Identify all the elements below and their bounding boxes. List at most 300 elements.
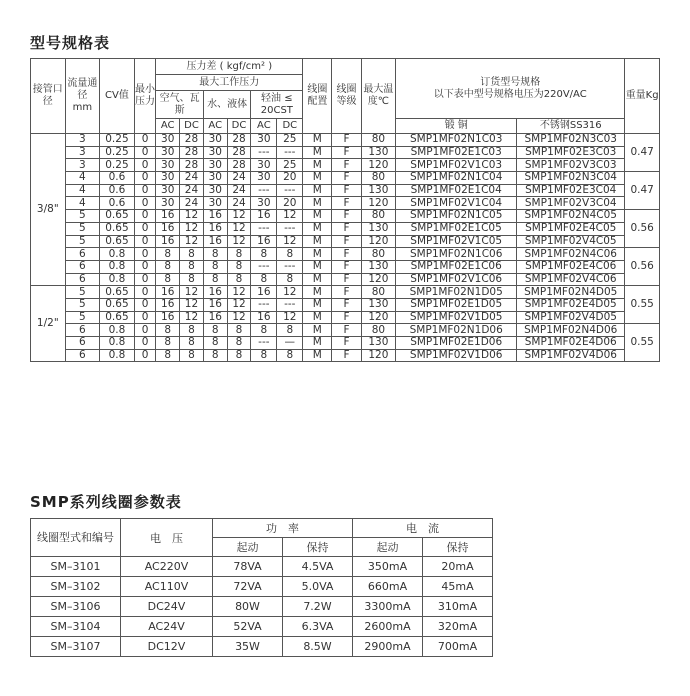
spec-cell: 16 (156, 222, 180, 235)
spec-cell: 6 (65, 260, 100, 273)
spec-cell: SMP1MF02V3C03 (517, 159, 625, 172)
power-hold-header: 保持 (283, 538, 353, 557)
coil-cell: 72VA (213, 577, 283, 597)
stainless-header: 不锈钢SS316 (517, 119, 625, 134)
order-model-header: 订货型号规格 以下表中型号规格电压为220V/AC (396, 59, 625, 119)
spec-cell: 8 (203, 324, 227, 337)
spec-cell: SMP1MF02N4C05 (517, 210, 625, 223)
spec-cell: 0.8 (100, 349, 135, 362)
spec-cell: 8 (227, 260, 251, 273)
spec-cell: 0 (134, 286, 156, 299)
spec-cell: 8 (180, 337, 204, 350)
spec-cell: M (303, 197, 332, 210)
spec-cell: 130 (361, 337, 396, 350)
coil-cell: SM–3107 (31, 637, 121, 657)
light-oil-header: 轻油 ≤ 20CST (251, 91, 303, 119)
spec-cell: 16 (203, 235, 227, 248)
weight-cell: 0.55 (625, 286, 660, 324)
table-row (31, 311, 660, 324)
table-row (31, 197, 660, 210)
spec-cell: SMP1MF02V4C06 (517, 273, 625, 286)
spec-cell: SMP1MF02V1C03 (396, 159, 517, 172)
spec-cell: 16 (156, 210, 180, 223)
coil-cell: 320mA (423, 617, 493, 637)
table-row (31, 235, 660, 248)
spec-cell: 5 (65, 235, 100, 248)
spec-cell: 8 (180, 273, 204, 286)
coil-cell: 8.5W (283, 637, 353, 657)
spec-cell: 6 (65, 349, 100, 362)
table-row (31, 273, 660, 286)
spec-cell: F (332, 146, 361, 159)
spec-cell: 0.6 (100, 172, 135, 185)
spec-cell: SMP1MF02N1C04 (396, 172, 517, 185)
spec-cell: SMP1MF02V1C05 (396, 235, 517, 248)
spec-cell: 30 (156, 197, 180, 210)
spec-cell: 16 (156, 235, 180, 248)
coil-cell: 5.0VA (283, 577, 353, 597)
port-size-cell: 1/2" (31, 286, 66, 362)
flow-bore-header: 流量通径 mm (65, 59, 100, 134)
spec-cell: M (303, 286, 332, 299)
table-row (31, 286, 660, 299)
spec-cell: M (303, 273, 332, 286)
spec-cell: 6 (65, 324, 100, 337)
ac-header: AC (203, 119, 227, 134)
spec-cell: 0 (134, 260, 156, 273)
table-row (31, 146, 660, 159)
weight-cell: 0.55 (625, 324, 660, 362)
spec-cell: 8 (180, 248, 204, 261)
spec-cell: 30 (203, 159, 227, 172)
spec-cell: M (303, 248, 332, 261)
spec-cell: 0.65 (100, 311, 135, 324)
spec-cell: M (303, 222, 332, 235)
spec-cell: 30 (203, 134, 227, 147)
spec-cell: SMP1MF02E1C05 (396, 222, 517, 235)
table-row (31, 557, 493, 577)
spec-cell: F (332, 349, 361, 362)
spec-cell: --- (277, 298, 303, 311)
coil-cell: 2600mA (353, 617, 423, 637)
min-pressure-header: 最小压力 (134, 59, 156, 134)
spec-cell: 80 (361, 324, 396, 337)
spec-cell: M (303, 311, 332, 324)
spec-cell: 5 (65, 222, 100, 235)
spec-cell: 8 (180, 260, 204, 273)
weight-cell: 0.47 (625, 134, 660, 172)
spec-cell: --- (251, 337, 277, 350)
spec-cell: --- (277, 184, 303, 197)
spec-cell: 25 (277, 134, 303, 147)
max-working-pressure-header: 最大工作压力 (156, 75, 303, 91)
dc-header: DC (227, 119, 251, 134)
spec-cell: M (303, 146, 332, 159)
spec-cell: 5 (65, 286, 100, 299)
spec-cell: 6 (65, 337, 100, 350)
table-row (31, 159, 660, 172)
spec-cell: M (303, 172, 332, 185)
table-row (31, 324, 660, 337)
spec-cell: F (332, 197, 361, 210)
coil-cell: 4.5VA (283, 557, 353, 577)
coil-cell: 700mA (423, 637, 493, 657)
spec-cell: 24 (227, 197, 251, 210)
spec-cell: F (332, 210, 361, 223)
spec-cell: 8 (180, 349, 204, 362)
spec-cell: 12 (277, 210, 303, 223)
power-start-header: 起动 (213, 538, 283, 557)
spec-cell: 24 (227, 172, 251, 185)
spec-cell: 8 (156, 324, 180, 337)
spec-cell: 0.25 (100, 146, 135, 159)
spec-cell: 8 (227, 324, 251, 337)
spec-cell: 30 (156, 146, 180, 159)
spec-cell: 8 (227, 273, 251, 286)
spec-cell: 20 (277, 172, 303, 185)
spec-cell: 8 (251, 248, 277, 261)
spec-cell: 0.8 (100, 260, 135, 273)
spec-cell: 16 (251, 311, 277, 324)
spec-cell: 8 (251, 273, 277, 286)
spec-cell: 0 (134, 222, 156, 235)
spec-cell: 8 (277, 273, 303, 286)
spec-cell: F (332, 159, 361, 172)
spec-cell: 0.65 (100, 286, 135, 299)
coil-cell: 52VA (213, 617, 283, 637)
table-row (31, 577, 493, 597)
coil-cell: SM–3104 (31, 617, 121, 637)
spec-cell: 24 (180, 197, 204, 210)
spec-cell: SMP1MF02N4D06 (517, 324, 625, 337)
spec-cell: 0 (134, 184, 156, 197)
spec-cell: SMP1MF02V1C06 (396, 273, 517, 286)
spec-cell: M (303, 337, 332, 350)
spec-cell: F (332, 134, 361, 147)
spec-cell: 6 (65, 248, 100, 261)
spec-cell: 30 (203, 184, 227, 197)
spec-cell: 0 (134, 324, 156, 337)
coil-cell: DC12V (121, 637, 213, 657)
cv-header: CV值 (100, 59, 135, 134)
spec-cell: F (332, 311, 361, 324)
ac-header: AC (156, 119, 180, 134)
max-temp-header: 最大温度℃ (361, 59, 396, 134)
spec-cell: --- (251, 184, 277, 197)
spec-cell: 0.25 (100, 134, 135, 147)
spec-cell: 6 (65, 273, 100, 286)
table-row (31, 337, 660, 350)
coil-cell: 80W (213, 597, 283, 617)
spec-cell: SMP1MF02V1C04 (396, 197, 517, 210)
coil-cell: 660mA (353, 577, 423, 597)
spec-cell: 0.65 (100, 235, 135, 248)
spec-cell: 0.6 (100, 197, 135, 210)
coil-cell: DC24V (121, 597, 213, 617)
spec-cell: SMP1MF02N1D05 (396, 286, 517, 299)
spec-cell: SMP1MF02V1D05 (396, 311, 517, 324)
spec-cell: 8 (227, 349, 251, 362)
spec-cell: F (332, 222, 361, 235)
spec-cell: 16 (156, 286, 180, 299)
coil-cell: 78VA (213, 557, 283, 577)
spec-cell: 30 (156, 134, 180, 147)
spec-cell: 120 (361, 235, 396, 248)
spec-cell: 12 (180, 286, 204, 299)
spec-cell: 16 (203, 222, 227, 235)
spec-cell: 80 (361, 172, 396, 185)
model-spec-table (30, 58, 660, 362)
spec-cell: 8 (156, 260, 180, 273)
spec-cell: M (303, 235, 332, 248)
spec-cell: SMP1MF02E4C06 (517, 260, 625, 273)
spec-cell: SMP1MF02N3C03 (517, 134, 625, 147)
spec-cell: 0.65 (100, 210, 135, 223)
spec-cell: 30 (156, 172, 180, 185)
spec-cell: 8 (156, 248, 180, 261)
air-gas-header: 空气、瓦斯 (156, 91, 204, 119)
spec-cell: 0.8 (100, 248, 135, 261)
spec-cell: 80 (361, 286, 396, 299)
spec-cell: M (303, 324, 332, 337)
spec-cell: 25 (277, 159, 303, 172)
coil-cell: AC110V (121, 577, 213, 597)
spec-cell: 30 (251, 159, 277, 172)
spec-cell: M (303, 349, 332, 362)
spec-cell: 120 (361, 159, 396, 172)
spec-cell: SMP1MF02N1D06 (396, 324, 517, 337)
spec-cell: 8 (277, 248, 303, 261)
table-row (31, 597, 493, 617)
spec-cell: 16 (156, 311, 180, 324)
spec-cell: 16 (203, 311, 227, 324)
spec-cell: SMP1MF02E4D05 (517, 298, 625, 311)
spec-cell: M (303, 134, 332, 147)
spec-cell: 130 (361, 184, 396, 197)
spec-cell: 12 (227, 235, 251, 248)
spec-cell: 0 (134, 298, 156, 311)
spec-cell: 24 (180, 184, 204, 197)
spec-cell: 16 (203, 298, 227, 311)
spec-cell: 8 (251, 324, 277, 337)
spec-cell: --- (251, 260, 277, 273)
spec-cell: 12 (227, 311, 251, 324)
spec-table-title: 型号规格表 (30, 34, 111, 52)
spec-cell: 28 (227, 134, 251, 147)
spec-cell: 16 (251, 235, 277, 248)
table-row (31, 184, 660, 197)
spec-cell: F (332, 260, 361, 273)
spec-cell: SMP1MF02N1C03 (396, 134, 517, 147)
table-row (31, 260, 660, 273)
spec-cell: F (332, 337, 361, 350)
spec-cell: 8 (251, 349, 277, 362)
coil-model-header: 线圈型式和编号 (31, 519, 121, 557)
coil-config-header: 线圈配置 (303, 59, 332, 134)
spec-cell: M (303, 210, 332, 223)
spec-cell: 16 (203, 286, 227, 299)
spec-cell: SMP1MF02E3C03 (517, 146, 625, 159)
spec-cell: --- (277, 222, 303, 235)
table-row (31, 298, 660, 311)
spec-cell: F (332, 273, 361, 286)
coil-cell: SM–3106 (31, 597, 121, 617)
table-row (31, 210, 660, 223)
spec-cell: SMP1MF02E4D06 (517, 337, 625, 350)
spec-cell: 24 (227, 184, 251, 197)
spec-cell: F (332, 286, 361, 299)
spec-cell: 0 (134, 273, 156, 286)
spec-cell: 30 (156, 159, 180, 172)
dc-header: DC (277, 119, 303, 134)
coil-param-table (30, 518, 493, 657)
spec-cell: --- (251, 146, 277, 159)
spec-cell: SMP1MF02V3C04 (517, 197, 625, 210)
spec-cell: 8 (156, 337, 180, 350)
spec-cell: M (303, 260, 332, 273)
table-row (31, 248, 660, 261)
spec-cell: 0.8 (100, 273, 135, 286)
table-row (31, 134, 660, 147)
spec-cell: F (332, 172, 361, 185)
spec-cell: 0 (134, 235, 156, 248)
spec-cell: 30 (251, 197, 277, 210)
spec-cell: SMP1MF02N4D05 (517, 286, 625, 299)
spec-cell: 28 (180, 159, 204, 172)
spec-cell: 0.8 (100, 337, 135, 350)
spec-cell: SMP1MF02E3C04 (517, 184, 625, 197)
spec-cell: 12 (180, 210, 204, 223)
spec-cell: SMP1MF02E4C05 (517, 222, 625, 235)
spec-cell: 8 (277, 349, 303, 362)
spec-cell: --- (277, 260, 303, 273)
coil-cell: 3300mA (353, 597, 423, 617)
spec-cell: SMP1MF02V4C05 (517, 235, 625, 248)
spec-cell: 4 (65, 172, 100, 185)
spec-cell: 0 (134, 197, 156, 210)
spec-cell: SMP1MF02E1D05 (396, 298, 517, 311)
spec-cell: 5 (65, 311, 100, 324)
water-liquid-header: 水、液体 (203, 91, 251, 119)
spec-cell: 8 (156, 273, 180, 286)
spec-cell: 20 (277, 197, 303, 210)
spec-cell: 0 (134, 159, 156, 172)
spec-cell: 0.8 (100, 324, 135, 337)
spec-cell: 80 (361, 134, 396, 147)
current-header: 电 流 (353, 519, 493, 538)
spec-cell: 12 (227, 222, 251, 235)
spec-cell: 3 (65, 146, 100, 159)
spec-cell: 24 (180, 172, 204, 185)
spec-cell: 120 (361, 273, 396, 286)
current-start-header: 起动 (353, 538, 423, 557)
power-header: 功 率 (213, 519, 353, 538)
spec-cell: 12 (180, 235, 204, 248)
spec-cell: 8 (203, 349, 227, 362)
spec-cell: F (332, 184, 361, 197)
spec-cell: 28 (180, 134, 204, 147)
spec-cell: 16 (203, 210, 227, 223)
spec-cell: 12 (227, 298, 251, 311)
coil-cell: 2900mA (353, 637, 423, 657)
spec-cell: 120 (361, 197, 396, 210)
spec-cell: SMP1MF02E1D06 (396, 337, 517, 350)
spec-cell: SMP1MF02V4D05 (517, 311, 625, 324)
coil-cell: SM–3102 (31, 577, 121, 597)
spec-cell: 12 (227, 286, 251, 299)
spec-cell: 4 (65, 184, 100, 197)
spec-cell: M (303, 159, 332, 172)
spec-cell: 0 (134, 311, 156, 324)
spec-cell: 28 (180, 146, 204, 159)
spec-cell: 130 (361, 146, 396, 159)
spec-cell: 16 (251, 210, 277, 223)
spec-cell: F (332, 298, 361, 311)
spec-cell: 8 (203, 260, 227, 273)
spec-cell: 16 (251, 286, 277, 299)
pressure-diff-header: 压力差 ( kgf/cm² ) (156, 59, 303, 75)
spec-cell: 5 (65, 210, 100, 223)
brass-header: 锻 铜 (396, 119, 517, 134)
spec-cell: 30 (203, 172, 227, 185)
spec-cell: 8 (156, 349, 180, 362)
spec-cell: F (332, 235, 361, 248)
spec-cell: 12 (277, 235, 303, 248)
coil-cell: 20mA (423, 557, 493, 577)
spec-cell: SMP1MF02N4C06 (517, 248, 625, 261)
weight-cell: 0.56 (625, 210, 660, 248)
spec-cell: 28 (227, 146, 251, 159)
spec-cell: 0 (134, 134, 156, 147)
table-row (31, 222, 660, 235)
port-size-header: 接管口径 (31, 59, 66, 134)
spec-cell: 0.6 (100, 184, 135, 197)
spec-cell: M (303, 298, 332, 311)
spec-cell: 0.25 (100, 159, 135, 172)
spec-cell: M (303, 184, 332, 197)
spec-cell: 12 (277, 286, 303, 299)
spec-cell: 120 (361, 311, 396, 324)
coil-cell: 35W (213, 637, 283, 657)
spec-cell: SMP1MF02V4D06 (517, 349, 625, 362)
spec-cell: 8 (277, 324, 303, 337)
spec-cell: 0 (134, 146, 156, 159)
spec-cell: 0 (134, 337, 156, 350)
spec-cell: --- (251, 222, 277, 235)
spec-cell: 30 (156, 184, 180, 197)
spec-cell: 120 (361, 349, 396, 362)
weight-cell: 0.56 (625, 248, 660, 286)
coil-grade-header: 线圈等级 (332, 59, 361, 134)
coil-cell: 310mA (423, 597, 493, 617)
spec-cell: 80 (361, 210, 396, 223)
spec-cell: 12 (227, 210, 251, 223)
weight-cell: 0.47 (625, 172, 660, 210)
spec-cell: 12 (180, 222, 204, 235)
spec-cell: 3 (65, 134, 100, 147)
table-row (31, 637, 493, 657)
table-row (31, 349, 660, 362)
voltage-header: 电 压 (121, 519, 213, 557)
spec-cell: SMP1MF02N1C05 (396, 210, 517, 223)
spec-cell: 130 (361, 260, 396, 273)
spec-cell: 8 (227, 337, 251, 350)
spec-cell: SMP1MF02N3C04 (517, 172, 625, 185)
spec-cell: 0 (134, 210, 156, 223)
spec-cell: 30 (203, 197, 227, 210)
spec-cell: SMP1MF02E1C04 (396, 184, 517, 197)
spec-cell: SMP1MF02V1D06 (396, 349, 517, 362)
